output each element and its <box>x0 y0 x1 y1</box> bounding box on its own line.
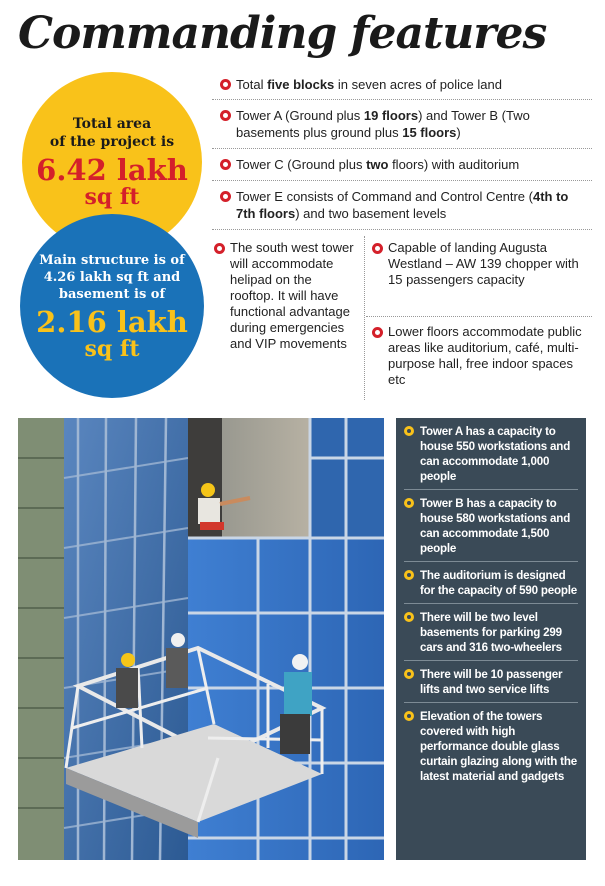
fact-text: ) <box>456 125 461 140</box>
bullet-icon <box>220 191 231 202</box>
total-area-unit: sq ft <box>84 184 140 210</box>
main-structure-circle <box>20 214 204 398</box>
panel-item <box>404 568 578 604</box>
total-area-value: 6.42 lakh <box>36 153 188 187</box>
fact-text: Tower A (Ground plus <box>236 108 364 123</box>
fact-item <box>212 188 592 222</box>
bullet-icon <box>220 79 231 90</box>
lower-floors-note <box>370 324 590 388</box>
fact-item <box>212 76 592 93</box>
bullet-icon <box>220 159 231 170</box>
bullet-icon <box>404 570 414 580</box>
fact-text-bold: five blocks <box>267 77 335 92</box>
bullet-icon <box>404 669 414 679</box>
bullet-icon <box>404 426 414 436</box>
panel-item-text: Tower A has a capacity to house 550 workstations and can accommodate 1,000 people <box>420 425 571 483</box>
fact-text: floors) with auditorium <box>388 157 520 172</box>
bullet-icon <box>404 612 414 622</box>
helipad-note <box>212 240 358 352</box>
panel-item-text: Elevation of the towers covered with high performance double glass curtain glazing along with the latest material and gadgets <box>420 710 577 783</box>
page-title: Commanding features <box>18 8 547 59</box>
fact-item <box>212 107 592 141</box>
panel-item <box>404 424 578 490</box>
panel-item-text: Tower B has a capacity to house 580 workstations and can accommodate 1,500 people <box>420 497 571 555</box>
chopper-text: Capable of landing Augusta Westland – AW 139 chopper with 15 passengers capacity <box>388 240 579 287</box>
total-area-label-2: of the project is <box>49 134 175 150</box>
fact-text: Tower C (Ground plus <box>236 157 367 172</box>
panel-item-text: The auditorium is designed for the capacity of 590 people <box>420 569 578 597</box>
panel-item <box>404 496 578 562</box>
facade-photo <box>18 418 384 860</box>
panel-item <box>404 667 578 703</box>
fact-text-bold: 19 floors <box>363 108 419 123</box>
bullet-icon <box>404 498 414 508</box>
panel-item-text: There will be 10 passenger lifts and two service lifts <box>420 668 563 696</box>
fact-text-bold: two <box>366 157 389 172</box>
chopper-note <box>370 240 590 288</box>
panel-item-text: There will be two level basements for parking 299 cars and 316 two-wheelers <box>420 611 562 654</box>
divider <box>366 316 592 317</box>
fact-text: Total <box>236 77 268 92</box>
basement-area-unit: sq ft <box>84 335 140 362</box>
fact-text: Tower E consists of Command and Control Centre ( <box>236 189 533 204</box>
fact-text-bold: 15 floors <box>402 125 457 140</box>
bullet-icon <box>372 243 383 254</box>
fact-text: ) and two basement levels <box>295 206 447 221</box>
divider <box>212 99 592 100</box>
bullet-icon <box>220 110 231 121</box>
divider <box>212 180 592 181</box>
lower-floors-text: Lower floors accommodate public areas like auditorium, café, multi-purpose hall, free indoor spaces etc <box>388 324 582 387</box>
panel-item <box>404 709 578 789</box>
fact-text: ) and Tower B (Two basements plus ground plus <box>236 108 530 140</box>
fact-text-bold: 4th to 7th floors <box>236 189 569 221</box>
divider <box>212 148 592 149</box>
column-divider <box>364 236 365 400</box>
divider <box>212 229 592 230</box>
bullet-icon <box>404 711 414 721</box>
fact-text: in seven acres of police land <box>334 77 502 92</box>
basement-area-value: 2.16 lakh <box>36 304 188 339</box>
helipad-text: The south west tower will accommodate helipad on the rooftop. It will have functional advantage during emergencies and VIP movements <box>230 240 354 351</box>
capacity-panel <box>396 418 586 860</box>
panel-item <box>404 610 578 661</box>
main-structure-label: Main structure is of 4.26 lakh sq ft and basement is of <box>39 252 185 302</box>
bullet-icon <box>214 243 225 254</box>
fact-item <box>212 156 592 173</box>
bullet-icon <box>372 327 383 338</box>
total-area-label-1: Total area <box>72 116 152 132</box>
facade-illustration <box>18 418 384 860</box>
